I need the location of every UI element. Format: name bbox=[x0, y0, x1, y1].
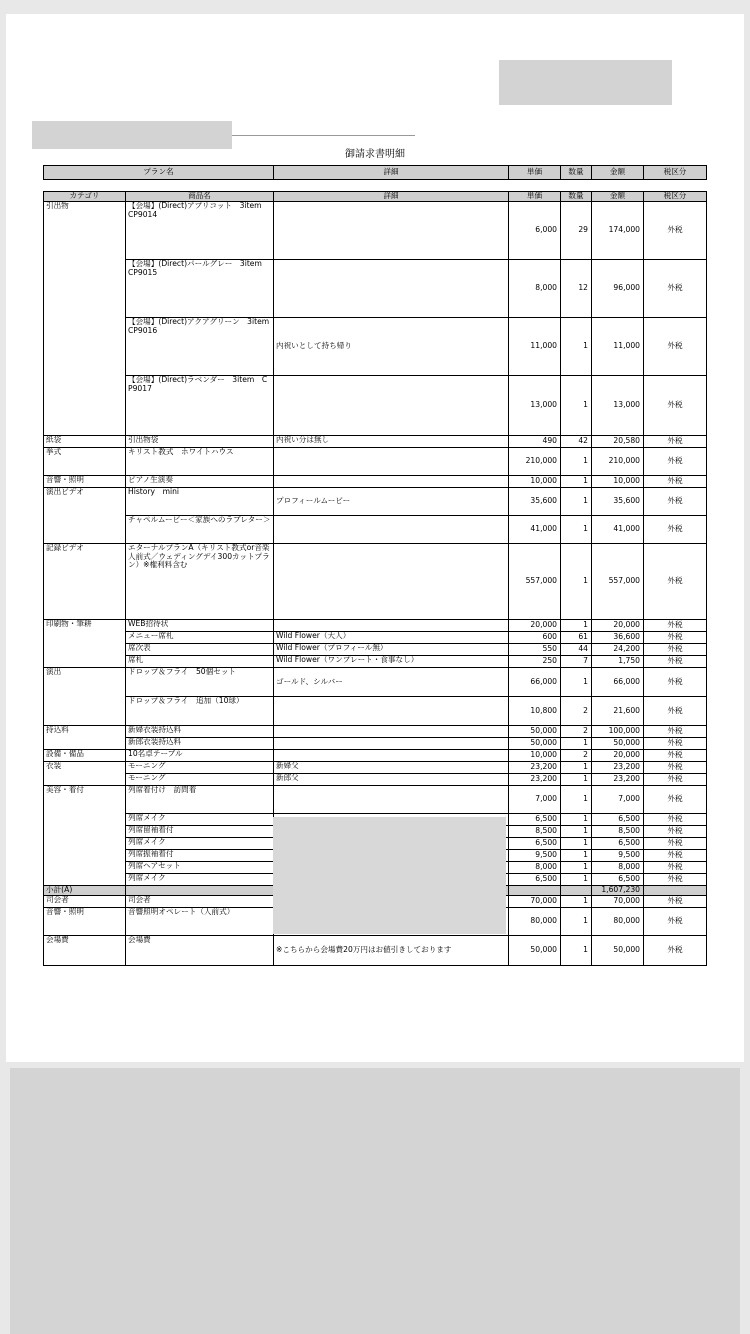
amount-cell: 20,000 bbox=[592, 620, 644, 632]
item-name-cell: ドロップ＆フライ 追加（10球） bbox=[126, 697, 274, 726]
tax-cell: 外税 bbox=[644, 838, 707, 850]
qty-header: 数量 bbox=[561, 192, 592, 202]
tax-cell: 外税 bbox=[644, 202, 707, 260]
unit-price-cell: 7,000 bbox=[509, 786, 561, 814]
table-row bbox=[44, 544, 707, 620]
category-cell: 音響・照明 bbox=[44, 908, 126, 936]
qty-cell: 12 bbox=[561, 260, 592, 318]
tax-cell: 外税 bbox=[644, 908, 707, 936]
table-row bbox=[44, 697, 707, 726]
table-row bbox=[44, 318, 707, 376]
unit-price-cell: 50,000 bbox=[509, 738, 561, 750]
tax-header: 税区分 bbox=[644, 192, 707, 202]
table-row bbox=[44, 750, 707, 762]
item-name-cell: 【会場】(Direct)パールグレー 3item CP9015 bbox=[126, 260, 274, 318]
redacted-block bbox=[499, 60, 672, 105]
tax-cell: 外税 bbox=[644, 632, 707, 644]
category-cell: 演出ビデオ bbox=[44, 488, 126, 516]
table-row bbox=[44, 202, 707, 260]
unit-price-cell: 11,000 bbox=[509, 318, 561, 376]
detail-cell: 内祝いとして持ち帰り bbox=[274, 318, 509, 376]
category-cell bbox=[44, 862, 126, 874]
table-row bbox=[44, 656, 707, 668]
amount-cell: 36,600 bbox=[592, 632, 644, 644]
qty-cell: 1 bbox=[561, 448, 592, 476]
tax-cell: 外税 bbox=[644, 318, 707, 376]
amount-cell: 23,200 bbox=[592, 762, 644, 774]
item-name-cell: 【会場】(Direct)ラベンダー 3item CP9017 bbox=[126, 376, 274, 436]
qty-cell: 7 bbox=[561, 656, 592, 668]
qty-cell: 1 bbox=[561, 874, 592, 886]
tax-cell: 外税 bbox=[644, 488, 707, 516]
amount-cell: 70,000 bbox=[592, 896, 644, 908]
amount-cell: 8,000 bbox=[592, 862, 644, 874]
amount-cell: 11,000 bbox=[592, 318, 644, 376]
category-cell: 衣装 bbox=[44, 762, 126, 774]
amount-cell: 10,000 bbox=[592, 476, 644, 488]
unit-price-cell: 9,500 bbox=[509, 850, 561, 862]
category-cell: 会場費 bbox=[44, 936, 126, 966]
qty-cell: 1 bbox=[561, 908, 592, 936]
tax-cell: 外税 bbox=[644, 786, 707, 814]
amount-cell: 8,500 bbox=[592, 826, 644, 838]
category-cell bbox=[44, 516, 126, 544]
table-row bbox=[44, 936, 707, 966]
tax-cell: 外税 bbox=[644, 774, 707, 786]
qty-cell: 44 bbox=[561, 644, 592, 656]
unit-price-cell: 20,000 bbox=[509, 620, 561, 632]
unit-price-cell: 8,000 bbox=[509, 862, 561, 874]
qty-cell: 1 bbox=[561, 774, 592, 786]
amount-cell: 35,600 bbox=[592, 488, 644, 516]
category-cell bbox=[44, 376, 126, 436]
amount-cell: 174,000 bbox=[592, 202, 644, 260]
table-row bbox=[44, 632, 707, 644]
category-cell bbox=[44, 814, 126, 826]
amount-cell: 13,000 bbox=[592, 376, 644, 436]
qty-cell: 1 bbox=[561, 544, 592, 620]
tax-cell: 外税 bbox=[644, 436, 707, 448]
qty-cell: 1 bbox=[561, 762, 592, 774]
qty-cell: 1 bbox=[561, 838, 592, 850]
category-cell: 引出物 bbox=[44, 202, 126, 260]
unit-price-cell: 35,600 bbox=[509, 488, 561, 516]
detail-cell bbox=[274, 750, 509, 762]
tax-cell: 外税 bbox=[644, 448, 707, 476]
category-cell: 印刷物・筆耕 bbox=[44, 620, 126, 632]
item-name-cell: 席次表 bbox=[126, 644, 274, 656]
table-row bbox=[44, 376, 707, 436]
detail-header: 詳細 bbox=[274, 192, 509, 202]
item-name-cell: 【会場】(Direct)アプリコット 3item CP9014 bbox=[126, 202, 274, 260]
category-cell: 記録ビデオ bbox=[44, 544, 126, 620]
category-cell bbox=[44, 260, 126, 318]
item-name-cell: WEB招待状 bbox=[126, 620, 274, 632]
qty-cell: 1 bbox=[561, 516, 592, 544]
category-header: カテゴリ bbox=[44, 192, 126, 202]
item-name-cell: 列席留袖着付 bbox=[126, 826, 274, 838]
qty-cell: 1 bbox=[561, 620, 592, 632]
unit-price-cell: 210,000 bbox=[509, 448, 561, 476]
qty-cell: 1 bbox=[561, 476, 592, 488]
title-divider bbox=[232, 135, 415, 136]
unit-price-cell: 70,000 bbox=[509, 896, 561, 908]
item-name-cell: 列席メイク bbox=[126, 838, 274, 850]
amount-cell: 6,500 bbox=[592, 874, 644, 886]
empty-cell bbox=[126, 886, 274, 896]
unit-price-cell: 10,000 bbox=[509, 750, 561, 762]
tax-cell: 外税 bbox=[644, 814, 707, 826]
unit-price-cell: 8,500 bbox=[509, 826, 561, 838]
category-cell bbox=[44, 697, 126, 726]
detail-cell: ゴールド、シルバー bbox=[274, 668, 509, 697]
qty-cell: 61 bbox=[561, 632, 592, 644]
amount-cell: 6,500 bbox=[592, 814, 644, 826]
detail-cell bbox=[274, 448, 509, 476]
amount-cell: 20,580 bbox=[592, 436, 644, 448]
unit-price-cell: 23,200 bbox=[509, 762, 561, 774]
item-name-cell: 音響照明オペレート（人前式） bbox=[126, 908, 274, 936]
item-name-cell: 列席振袖着付 bbox=[126, 850, 274, 862]
amount-cell: 21,600 bbox=[592, 697, 644, 726]
unit-price-cell: 23,200 bbox=[509, 774, 561, 786]
subtotal-label: 小計(A) bbox=[44, 886, 126, 896]
qty-cell: 1 bbox=[561, 786, 592, 814]
unit-price-cell: 6,000 bbox=[509, 202, 561, 260]
item-name-cell: 列席メイク bbox=[126, 874, 274, 886]
amount-cell: 6,500 bbox=[592, 838, 644, 850]
tax-cell: 外税 bbox=[644, 726, 707, 738]
amount-cell: 41,000 bbox=[592, 516, 644, 544]
tax-cell: 外税 bbox=[644, 668, 707, 697]
category-cell: 音響・照明 bbox=[44, 476, 126, 488]
item-name-cell: 席札 bbox=[126, 656, 274, 668]
detail-cell bbox=[274, 726, 509, 738]
item-name-cell: 会場費 bbox=[126, 936, 274, 966]
item-name-cell: 列席ヘアセット bbox=[126, 862, 274, 874]
amount-cell: 557,000 bbox=[592, 544, 644, 620]
qty-cell: 1 bbox=[561, 850, 592, 862]
tax-cell: 外税 bbox=[644, 656, 707, 668]
detail-cell bbox=[274, 260, 509, 318]
category-cell bbox=[44, 774, 126, 786]
qty-cell: 1 bbox=[561, 376, 592, 436]
unit-price-cell: 557,000 bbox=[509, 544, 561, 620]
table-row bbox=[44, 668, 707, 697]
item-header: 商品名 bbox=[126, 192, 274, 202]
amount-cell: 50,000 bbox=[592, 738, 644, 750]
amount-cell: 23,200 bbox=[592, 774, 644, 786]
detail-cell: 内祝い分は無し bbox=[274, 436, 509, 448]
amount-cell: 20,000 bbox=[592, 750, 644, 762]
qty-cell: 2 bbox=[561, 697, 592, 726]
unit-price-cell: 8,000 bbox=[509, 260, 561, 318]
detail-cell: 新婦父 bbox=[274, 762, 509, 774]
unit-price-cell: 6,500 bbox=[509, 814, 561, 826]
detail-cell: Wild Flower（大人） bbox=[274, 632, 509, 644]
unit-price-cell: 80,000 bbox=[509, 908, 561, 936]
category-cell bbox=[44, 826, 126, 838]
amount-cell: 1,750 bbox=[592, 656, 644, 668]
item-name-cell: History mini bbox=[126, 488, 274, 516]
unit-price-cell: 490 bbox=[509, 436, 561, 448]
table-row bbox=[44, 738, 707, 750]
tax-cell: 外税 bbox=[644, 762, 707, 774]
category-cell bbox=[44, 874, 126, 886]
detail-cell: プロフィールムービー bbox=[274, 488, 509, 516]
table-row bbox=[44, 726, 707, 738]
qty-cell: 42 bbox=[561, 436, 592, 448]
page-title: 御請求書明細 bbox=[345, 149, 405, 160]
category-cell bbox=[44, 644, 126, 656]
detail-header: 詳細 bbox=[274, 166, 509, 180]
table-row bbox=[44, 786, 707, 814]
qty-cell: 1 bbox=[561, 318, 592, 376]
category-cell: 美容・着付 bbox=[44, 786, 126, 814]
unit-price-cell: 250 bbox=[509, 656, 561, 668]
item-name-cell: ピアノ生演奏 bbox=[126, 476, 274, 488]
item-name-cell: キリスト教式 ホワイトハウス bbox=[126, 448, 274, 476]
empty-cell bbox=[561, 886, 592, 896]
item-name-cell: モーニング bbox=[126, 774, 274, 786]
amount-cell: 9,500 bbox=[592, 850, 644, 862]
tax-cell: 外税 bbox=[644, 826, 707, 838]
subtotal-amount: 1,607,230 bbox=[592, 886, 644, 896]
table-row bbox=[44, 762, 707, 774]
tax-header: 税区分 bbox=[644, 166, 707, 180]
qty-cell: 1 bbox=[561, 738, 592, 750]
unit-price-header: 単価 bbox=[509, 166, 561, 180]
category-cell bbox=[44, 318, 126, 376]
table-row bbox=[44, 644, 707, 656]
item-name-cell: 引出物袋 bbox=[126, 436, 274, 448]
redacted-block bbox=[273, 817, 506, 934]
tax-cell: 外税 bbox=[644, 476, 707, 488]
item-name-cell: 10名卓テーブル bbox=[126, 750, 274, 762]
tax-cell: 外税 bbox=[644, 896, 707, 908]
detail-cell bbox=[274, 476, 509, 488]
table-row bbox=[44, 448, 707, 476]
tax-cell: 外税 bbox=[644, 544, 707, 620]
tax-cell: 外税 bbox=[644, 620, 707, 632]
tax-cell: 外税 bbox=[644, 516, 707, 544]
unit-price-cell: 6,500 bbox=[509, 874, 561, 886]
unit-price-cell: 50,000 bbox=[509, 726, 561, 738]
detail-cell: Wild Flower（ワンプレート・食事なし） bbox=[274, 656, 509, 668]
item-name-cell: エターナルプランA（キリスト教式or音楽人前式／ウェディングデイ300カットプラン）※権利料含む bbox=[126, 544, 274, 620]
amount-cell: 210,000 bbox=[592, 448, 644, 476]
category-cell bbox=[44, 850, 126, 862]
tax-cell: 外税 bbox=[644, 936, 707, 966]
category-cell bbox=[44, 632, 126, 644]
tax-cell: 外税 bbox=[644, 874, 707, 886]
amount-header: 金額 bbox=[592, 166, 644, 180]
item-name-cell: モーニング bbox=[126, 762, 274, 774]
detail-cell bbox=[274, 544, 509, 620]
detail-cell bbox=[274, 738, 509, 750]
item-name-cell: チャペルムービー＜家族へのラブレター＞ bbox=[126, 516, 274, 544]
qty-cell: 1 bbox=[561, 936, 592, 966]
tax-cell: 外税 bbox=[644, 697, 707, 726]
category-cell bbox=[44, 656, 126, 668]
detail-cell bbox=[274, 376, 509, 436]
unit-price-cell: 10,800 bbox=[509, 697, 561, 726]
category-cell: 挙式 bbox=[44, 448, 126, 476]
item-name-cell: 新郎衣装持込料 bbox=[126, 738, 274, 750]
table-row bbox=[44, 488, 707, 516]
amount-cell: 96,000 bbox=[592, 260, 644, 318]
qty-cell: 2 bbox=[561, 750, 592, 762]
amount-cell: 66,000 bbox=[592, 668, 644, 697]
amount-cell: 50,000 bbox=[592, 936, 644, 966]
category-cell: 持込料 bbox=[44, 726, 126, 738]
item-name-cell: 【会場】(Direct)アクアグリーン 3item CP9016 bbox=[126, 318, 274, 376]
item-name-cell: ドロップ＆フライ 50個セット bbox=[126, 668, 274, 697]
category-cell: 設備・備品 bbox=[44, 750, 126, 762]
qty-cell: 1 bbox=[561, 488, 592, 516]
item-name-cell: 新婦衣装持込料 bbox=[126, 726, 274, 738]
item-name-cell: 司会者 bbox=[126, 896, 274, 908]
amount-cell: 100,000 bbox=[592, 726, 644, 738]
qty-cell: 29 bbox=[561, 202, 592, 260]
qty-cell: 1 bbox=[561, 862, 592, 874]
detail-cell: ※こちらから会場費20万円はお値引きしております bbox=[274, 936, 509, 966]
qty-cell: 1 bbox=[561, 814, 592, 826]
tax-cell: 外税 bbox=[644, 260, 707, 318]
qty-cell: 1 bbox=[561, 896, 592, 908]
plan-header-table bbox=[43, 165, 707, 180]
unit-price-cell: 13,000 bbox=[509, 376, 561, 436]
table-row bbox=[44, 620, 707, 632]
item-name-cell: 列席着付け 訪問着 bbox=[126, 786, 274, 814]
tax-cell: 外税 bbox=[644, 862, 707, 874]
detail-cell bbox=[274, 202, 509, 260]
tax-cell: 外税 bbox=[644, 644, 707, 656]
plan-name-header: プラン名 bbox=[44, 166, 274, 180]
category-cell: 司会者 bbox=[44, 896, 126, 908]
table-row bbox=[44, 774, 707, 786]
detail-cell bbox=[274, 786, 509, 814]
table-row bbox=[44, 516, 707, 544]
unit-price-header: 単価 bbox=[509, 192, 561, 202]
amount-header: 金額 bbox=[592, 192, 644, 202]
next-page-redacted bbox=[10, 1068, 740, 1334]
detail-cell bbox=[274, 697, 509, 726]
item-name-cell: メニュー席札 bbox=[126, 632, 274, 644]
redacted-block bbox=[32, 121, 232, 149]
category-cell: 演出 bbox=[44, 668, 126, 697]
unit-price-cell: 600 bbox=[509, 632, 561, 644]
unit-price-cell: 550 bbox=[509, 644, 561, 656]
unit-price-cell: 41,000 bbox=[509, 516, 561, 544]
detail-cell bbox=[274, 620, 509, 632]
unit-price-cell: 10,000 bbox=[509, 476, 561, 488]
category-cell bbox=[44, 838, 126, 850]
table-row bbox=[44, 436, 707, 448]
qty-cell: 1 bbox=[561, 668, 592, 697]
unit-price-cell: 50,000 bbox=[509, 936, 561, 966]
tax-cell: 外税 bbox=[644, 376, 707, 436]
empty-cell bbox=[644, 886, 707, 896]
detail-cell: 新郎父 bbox=[274, 774, 509, 786]
tax-cell: 外税 bbox=[644, 750, 707, 762]
qty-header: 数量 bbox=[561, 166, 592, 180]
empty-cell bbox=[509, 886, 561, 896]
category-cell bbox=[44, 738, 126, 750]
tax-cell: 外税 bbox=[644, 850, 707, 862]
table-row bbox=[44, 260, 707, 318]
detail-cell bbox=[274, 516, 509, 544]
unit-price-cell: 66,000 bbox=[509, 668, 561, 697]
tax-cell: 外税 bbox=[644, 738, 707, 750]
unit-price-cell: 6,500 bbox=[509, 838, 561, 850]
table-row bbox=[44, 476, 707, 488]
category-cell: 紙袋 bbox=[44, 436, 126, 448]
item-name-cell: 列席メイク bbox=[126, 814, 274, 826]
amount-cell: 24,200 bbox=[592, 644, 644, 656]
amount-cell: 80,000 bbox=[592, 908, 644, 936]
amount-cell: 7,000 bbox=[592, 786, 644, 814]
qty-cell: 2 bbox=[561, 726, 592, 738]
qty-cell: 1 bbox=[561, 826, 592, 838]
detail-cell: Wild Flower（プロフィール無） bbox=[274, 644, 509, 656]
